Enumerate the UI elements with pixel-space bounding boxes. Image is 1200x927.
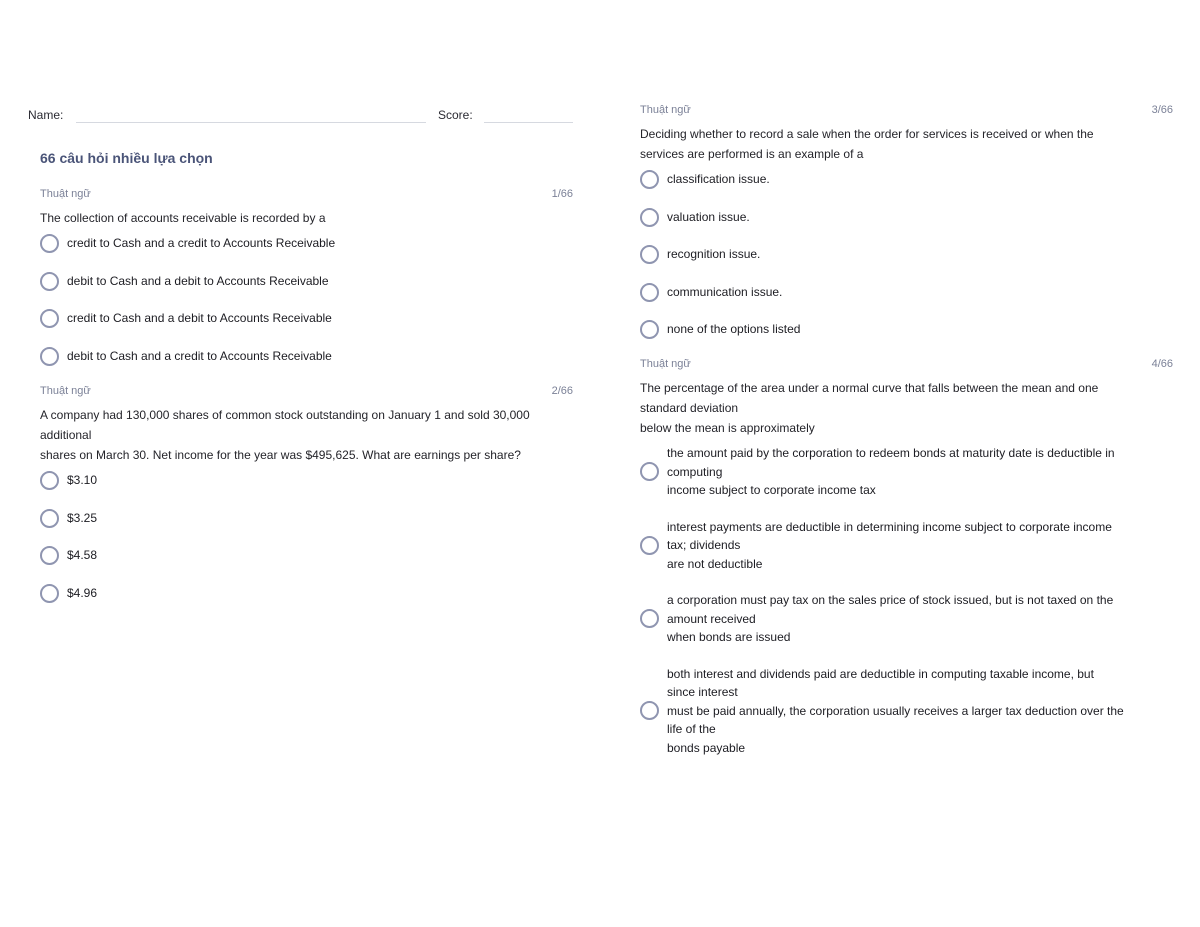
answer-option[interactable] <box>40 584 573 603</box>
answer-option[interactable] <box>640 283 1173 302</box>
question-text-line: The collection of accounts receivable is recorded by a <box>40 211 326 225</box>
radio-button-icon[interactable] <box>640 170 659 189</box>
answer-option-line: life of the <box>667 722 716 736</box>
question-text-line: shares on March 30. Net income for the year was $495,625. What are earnings per share? <box>40 448 521 462</box>
name-score-line <box>28 108 573 128</box>
question-text <box>640 124 1173 164</box>
radio-button-icon[interactable] <box>40 272 59 291</box>
answer-option-line: $4.58 <box>67 548 98 563</box>
answer-option-label <box>667 283 782 302</box>
answer-option-label <box>67 309 332 328</box>
radio-button-icon[interactable] <box>40 509 59 528</box>
score-field[interactable] <box>484 122 573 123</box>
answer-option-line: credit to Cash and a credit to Accounts Receivable <box>67 236 336 251</box>
answer-option-line: bonds payable <box>667 740 746 755</box>
answer-option-label <box>67 546 97 565</box>
answer-option-line: the amount paid by the corporation to redeem bonds at maturity date is deductible in <box>667 446 1115 460</box>
answer-option-label <box>667 245 760 264</box>
answer-option-label <box>667 665 1124 758</box>
question-text-line: standard deviation <box>640 401 739 415</box>
answer-option[interactable] <box>640 170 1173 189</box>
answer-option-label <box>667 208 750 227</box>
answer-option-line: valuation issue. <box>667 209 750 224</box>
answer-option-label <box>67 584 97 603</box>
score-label: Score: <box>438 108 473 122</box>
answer-option-line: debit to Cash and a debit to Accounts Receivable <box>67 273 329 288</box>
answer-option-label <box>667 170 770 189</box>
question-text <box>640 378 1173 438</box>
answer-option-line: interest payments are deductible in determining income subject to corporate income <box>667 519 1112 534</box>
answer-option-line: credit to Cash and a debit to Accounts Receivable <box>67 311 332 326</box>
radio-button-icon[interactable] <box>40 234 59 253</box>
answer-option-label <box>667 591 1113 647</box>
answer-option-line: tax; dividends <box>667 538 741 552</box>
quiz-title: 66 câu hỏi nhiều lựa chọn <box>40 150 213 166</box>
answer-option-line: classification issue. <box>667 172 770 187</box>
answer-option[interactable] <box>40 509 573 528</box>
answer-option[interactable] <box>40 546 573 565</box>
question-text-line: services are performed is an example of a <box>640 147 864 161</box>
answer-option-label <box>667 518 1112 574</box>
radio-button-icon[interactable] <box>40 347 59 366</box>
radio-button-icon[interactable] <box>640 245 659 264</box>
answer-option-line: amount received <box>667 611 756 626</box>
answer-option-line: income subject to corporate income tax <box>667 483 876 497</box>
question-header <box>40 188 573 206</box>
answer-option[interactable] <box>640 444 1173 500</box>
question-text-line: The percentage of the area under a normal curve that falls between the mean and one <box>640 381 1099 395</box>
answer-options <box>40 234 573 366</box>
answer-option-line: none of the options listed <box>667 322 801 337</box>
radio-button-icon[interactable] <box>640 320 659 339</box>
answer-option[interactable] <box>40 347 573 366</box>
question-4 <box>640 358 1173 775</box>
question-header <box>640 358 1173 376</box>
term-label: Thuật ngữ <box>640 358 691 370</box>
question-number: 3/66 <box>1151 104 1173 116</box>
name-label: Name: <box>28 108 64 122</box>
term-label: Thuật ngữ <box>40 385 91 397</box>
question-number: 2/66 <box>551 385 573 397</box>
answer-option-label <box>667 320 800 339</box>
answer-option[interactable] <box>640 208 1173 227</box>
question-text <box>40 405 573 465</box>
answer-option[interactable] <box>640 665 1173 758</box>
radio-button-icon[interactable] <box>640 536 659 555</box>
answer-option[interactable] <box>40 234 573 253</box>
answer-option[interactable] <box>40 272 573 291</box>
question-3 <box>640 104 1173 358</box>
answer-option-line: $4.96 <box>67 585 98 600</box>
answer-option-line: communication issue. <box>667 284 783 299</box>
radio-button-icon[interactable] <box>40 584 59 603</box>
answer-option[interactable] <box>40 471 573 490</box>
answer-option-label <box>667 444 1115 500</box>
answer-options <box>40 471 573 603</box>
radio-button-icon[interactable] <box>640 462 659 481</box>
answer-option-line: computing <box>667 464 723 479</box>
answer-option-label <box>67 347 332 366</box>
answer-option[interactable] <box>640 518 1173 574</box>
question-header <box>640 104 1173 122</box>
answer-option-label <box>67 272 329 291</box>
answer-option-line: must be paid annually, the corporation usually receives a larger tax deduction over the <box>667 703 1124 718</box>
answer-options <box>640 170 1173 339</box>
answer-option[interactable] <box>640 320 1173 339</box>
term-label: Thuật ngữ <box>40 188 91 200</box>
answer-option[interactable] <box>640 591 1173 647</box>
answer-options <box>640 444 1173 757</box>
question-header <box>40 385 573 403</box>
answer-option-line: $3.25 <box>67 510 98 525</box>
question-number: 4/66 <box>1151 358 1173 370</box>
question-text-line: A company had 130,000 shares of common stock outstanding on January 1 and sold 30,000 <box>40 408 530 422</box>
radio-button-icon[interactable] <box>640 701 659 720</box>
question-text-line: Deciding whether to record a sale when the order for services is received or when the <box>640 127 1094 141</box>
question-number: 1/66 <box>551 188 573 200</box>
question-text <box>40 208 573 228</box>
answer-option-label <box>67 234 335 253</box>
name-field[interactable] <box>76 122 426 123</box>
radio-button-icon[interactable] <box>640 609 659 628</box>
answer-option-label <box>67 471 97 490</box>
answer-option-line: debit to Cash and a credit to Accounts Receivable <box>67 348 332 363</box>
answer-option-line: when bonds are issued <box>667 630 791 644</box>
question-text-line: below the mean is approximately <box>640 421 815 435</box>
answer-option[interactable] <box>40 309 573 328</box>
radio-button-icon[interactable] <box>640 208 659 227</box>
question-1 <box>40 188 573 384</box>
answer-option-line: since interest <box>667 685 738 699</box>
answer-option-line: $3.10 <box>67 473 98 488</box>
answer-option-line: are not deductible <box>667 556 763 571</box>
radio-button-icon[interactable] <box>40 309 59 328</box>
question-2 <box>40 385 573 621</box>
term-label: Thuật ngữ <box>640 104 691 116</box>
answer-option-line: a corporation must pay tax on the sales price of stock issued, but is not taxed on the <box>667 593 1114 607</box>
answer-option-line: recognition issue. <box>667 247 761 262</box>
radio-button-icon[interactable] <box>40 546 59 565</box>
answer-option[interactable] <box>640 245 1173 264</box>
radio-button-icon[interactable] <box>40 471 59 490</box>
answer-option-line: both interest and dividends paid are deductible in computing taxable income, but <box>667 666 1094 681</box>
radio-button-icon[interactable] <box>640 283 659 302</box>
answer-option-label <box>67 509 97 528</box>
question-text-line: additional <box>40 428 92 442</box>
